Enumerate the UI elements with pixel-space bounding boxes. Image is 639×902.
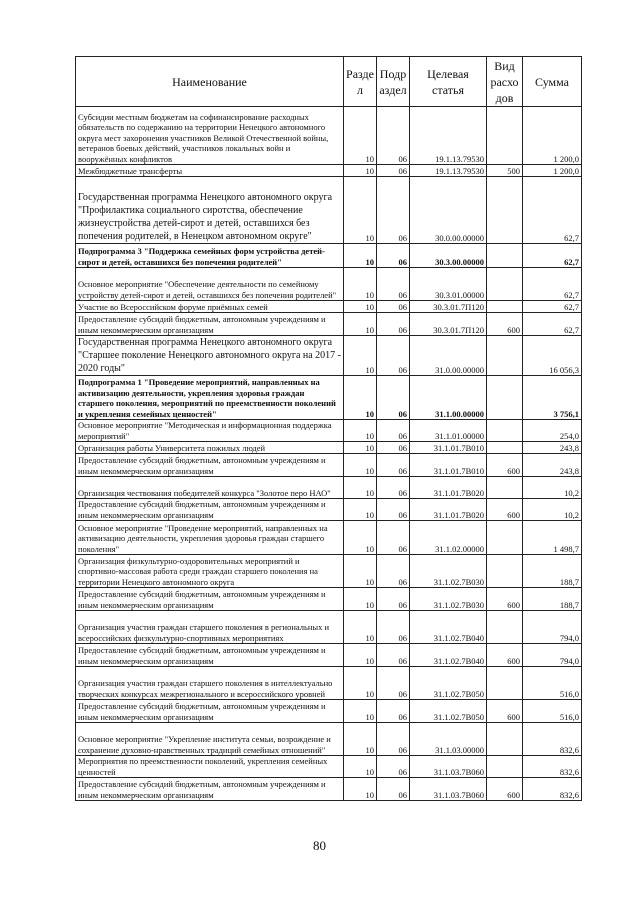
cell-razdel: 10 bbox=[344, 700, 377, 723]
cell-name: Государственная программа Ненецкого автономного округа "Профилактика социального сиротства, обеспечение жизнеустройства детей-сирот и детей, оставшихся без попечения родителей, в Ненецком автономном округе" bbox=[76, 177, 344, 244]
cell-podrazdel: 06 bbox=[377, 700, 410, 723]
table-row bbox=[76, 420, 582, 442]
table-row bbox=[76, 454, 582, 477]
table-row bbox=[76, 268, 582, 301]
cell-vid-rashodov bbox=[487, 376, 523, 420]
cell-vid-rashodov bbox=[487, 521, 523, 555]
cell-vid-rashodov: 600 bbox=[487, 700, 523, 723]
cell-celevaya-statya: 31.1.00.00000 bbox=[410, 376, 487, 420]
cell-celevaya-statya: 30.3.00.00000 bbox=[410, 244, 487, 268]
cell-summa: 832,6 bbox=[523, 723, 582, 756]
cell-razdel: 10 bbox=[344, 442, 377, 454]
cell-razdel: 10 bbox=[344, 244, 377, 268]
cell-podrazdel: 06 bbox=[377, 165, 410, 177]
cell-podrazdel: 06 bbox=[377, 420, 410, 442]
table-row bbox=[76, 778, 582, 801]
budget-table bbox=[75, 56, 582, 801]
cell-podrazdel: 06 bbox=[377, 644, 410, 667]
cell-summa: 832,6 bbox=[523, 756, 582, 778]
cell-name: Организация участия граждан старшего поколения в региональных и всероссийских физкультурно-спортивных мероприятиях bbox=[76, 611, 344, 644]
cell-summa: 188,7 bbox=[523, 588, 582, 611]
cell-summa: 254,0 bbox=[523, 420, 582, 442]
cell-vid-rashodov bbox=[487, 244, 523, 268]
cell-vid-rashodov bbox=[487, 667, 523, 700]
table-row bbox=[76, 555, 582, 588]
header-vid-rashodov: Вид расхо дов bbox=[487, 57, 523, 107]
cell-celevaya-statya: 31.1.01.00000 bbox=[410, 420, 487, 442]
header-name: Наименование bbox=[76, 57, 344, 107]
cell-celevaya-statya: 19.1.13.79530 bbox=[410, 107, 487, 165]
cell-celevaya-statya: 31.1.02.7В050 bbox=[410, 700, 487, 723]
cell-name: Основное мероприятие "Методическая и информационная поддержка мероприятий" bbox=[76, 420, 344, 442]
table-row bbox=[76, 644, 582, 667]
cell-summa: 62,7 bbox=[523, 244, 582, 268]
cell-podrazdel: 06 bbox=[377, 477, 410, 499]
cell-razdel: 10 bbox=[344, 644, 377, 667]
cell-name: Подпрограмма 3 "Поддержка семейных форм устройства детей-сирот и детей, оставшихся без попечения родителей" bbox=[76, 244, 344, 268]
cell-name: Предоставление субсидий бюджетным, автономным учреждениям и иным некоммерческим организациям bbox=[76, 644, 344, 667]
cell-name: Государственная программа Ненецкого автономного округа "Старшее поколение Ненецкого автономного округа на 2017 - 2020 годы" bbox=[76, 336, 344, 376]
table-row bbox=[76, 336, 582, 376]
header-podrazdel: Подр аздел bbox=[377, 57, 410, 107]
cell-summa: 3 756,1 bbox=[523, 376, 582, 420]
cell-celevaya-statya: 30.3.01.7П120 bbox=[410, 301, 487, 313]
cell-vid-rashodov bbox=[487, 723, 523, 756]
cell-podrazdel: 06 bbox=[377, 177, 410, 244]
table-row bbox=[76, 313, 582, 336]
cell-summa: 10,2 bbox=[523, 477, 582, 499]
cell-razdel: 10 bbox=[344, 521, 377, 555]
cell-name: Предоставление субсидий бюджетным, автономным учреждениям и иным некоммерческим организациям bbox=[76, 313, 344, 336]
table-row bbox=[76, 756, 582, 778]
cell-summa: 794,0 bbox=[523, 611, 582, 644]
cell-razdel: 10 bbox=[344, 477, 377, 499]
header-summa: Сумма bbox=[523, 57, 582, 107]
page-number: 80 bbox=[313, 838, 326, 853]
cell-podrazdel: 06 bbox=[377, 107, 410, 165]
table-row bbox=[76, 301, 582, 313]
cell-summa: 1 498,7 bbox=[523, 521, 582, 555]
table-row bbox=[76, 723, 582, 756]
cell-razdel: 10 bbox=[344, 555, 377, 588]
cell-podrazdel: 06 bbox=[377, 301, 410, 313]
cell-name: Организация работы Университета пожилых людей bbox=[76, 442, 344, 454]
cell-vid-rashodov bbox=[487, 555, 523, 588]
cell-celevaya-statya: 31.1.01.7В020 bbox=[410, 499, 487, 521]
cell-summa: 188,7 bbox=[523, 555, 582, 588]
cell-celevaya-statya: 31.1.01.7В010 bbox=[410, 454, 487, 477]
cell-name: Основное мероприятие "Обеспечение деятельности по семейному устройству детей-сирот и детей, оставшихся без попечения родителей" bbox=[76, 268, 344, 301]
cell-celevaya-statya: 31.1.03.7В060 bbox=[410, 756, 487, 778]
cell-razdel: 10 bbox=[344, 420, 377, 442]
cell-celevaya-statya: 31.0.00.00000 bbox=[410, 336, 487, 376]
cell-razdel: 10 bbox=[344, 165, 377, 177]
cell-summa: 1 200,0 bbox=[523, 107, 582, 165]
cell-podrazdel: 06 bbox=[377, 521, 410, 555]
cell-vid-rashodov: 600 bbox=[487, 313, 523, 336]
table-row bbox=[76, 107, 582, 165]
cell-name: Предоставление субсидий бюджетным, автономным учреждениям и иным некоммерческим организациям bbox=[76, 499, 344, 521]
cell-vid-rashodov bbox=[487, 611, 523, 644]
cell-name: Предоставление субсидий бюджетным, автономным учреждениям и иным некоммерческим организациям bbox=[76, 454, 344, 477]
table-row bbox=[76, 165, 582, 177]
cell-summa: 832,6 bbox=[523, 778, 582, 801]
cell-summa: 62,7 bbox=[523, 268, 582, 301]
cell-name: Участие во Всероссийском форуме приёмных семей bbox=[76, 301, 344, 313]
cell-podrazdel: 06 bbox=[377, 778, 410, 801]
cell-name: Основное мероприятие "Укрепление института семьи, возрождение и сохранение духовно-нравственных традиций семейных отношений" bbox=[76, 723, 344, 756]
cell-name: Межбюджетные трансферты bbox=[76, 165, 344, 177]
cell-name: Предоставление субсидий бюджетным, автономным учреждениям и иным некоммерческим организациям bbox=[76, 778, 344, 801]
cell-razdel: 10 bbox=[344, 336, 377, 376]
cell-razdel: 10 bbox=[344, 301, 377, 313]
cell-summa: 243,8 bbox=[523, 454, 582, 477]
cell-celevaya-statya: 31.1.02.7В050 bbox=[410, 667, 487, 700]
cell-razdel: 10 bbox=[344, 667, 377, 700]
cell-name: Мероприятия по преемственности поколений, укрепления семейных ценностей bbox=[76, 756, 344, 778]
table-row bbox=[76, 700, 582, 723]
cell-vid-rashodov bbox=[487, 301, 523, 313]
table-body bbox=[76, 107, 582, 801]
cell-podrazdel: 06 bbox=[377, 588, 410, 611]
table-header-row bbox=[76, 57, 582, 107]
cell-summa: 62,7 bbox=[523, 301, 582, 313]
cell-summa: 794,0 bbox=[523, 644, 582, 667]
cell-vid-rashodov: 600 bbox=[487, 499, 523, 521]
header-razdel: Разде л bbox=[344, 57, 377, 107]
cell-summa: 62,7 bbox=[523, 177, 582, 244]
cell-razdel: 10 bbox=[344, 723, 377, 756]
cell-name: Организация участия граждан старшего поколения в интеллектуально творческих конкурсах межрегионального и всероссийского уровней bbox=[76, 667, 344, 700]
cell-summa: 243,8 bbox=[523, 442, 582, 454]
cell-razdel: 10 bbox=[344, 313, 377, 336]
cell-razdel: 10 bbox=[344, 107, 377, 165]
cell-vid-rashodov bbox=[487, 336, 523, 376]
cell-name: Предоставление субсидий бюджетным, автономным учреждениям и иным некоммерческим организациям bbox=[76, 588, 344, 611]
cell-celevaya-statya: 31.1.02.7В030 bbox=[410, 588, 487, 611]
cell-celevaya-statya: 31.1.02.7В040 bbox=[410, 644, 487, 667]
cell-razdel: 10 bbox=[344, 611, 377, 644]
table-row bbox=[76, 521, 582, 555]
cell-razdel: 10 bbox=[344, 454, 377, 477]
cell-summa: 1 200,0 bbox=[523, 165, 582, 177]
cell-razdel: 10 bbox=[344, 588, 377, 611]
cell-podrazdel: 06 bbox=[377, 376, 410, 420]
cell-name: Основное мероприятие "Проведение мероприятий, направленных на активизацию деятельности, укрепления здоровья граждан старшего поколения" bbox=[76, 521, 344, 555]
table-row bbox=[76, 499, 582, 521]
cell-name: Предоставление субсидий бюджетным, автономным учреждениям и иным некоммерческим организациям bbox=[76, 700, 344, 723]
table-row bbox=[76, 244, 582, 268]
cell-podrazdel: 06 bbox=[377, 555, 410, 588]
cell-vid-rashodov: 600 bbox=[487, 778, 523, 801]
cell-celevaya-statya: 31.1.03.7В060 bbox=[410, 778, 487, 801]
cell-vid-rashodov: 600 bbox=[487, 454, 523, 477]
cell-podrazdel: 06 bbox=[377, 244, 410, 268]
cell-razdel: 10 bbox=[344, 756, 377, 778]
cell-podrazdel: 06 bbox=[377, 499, 410, 521]
table-row bbox=[76, 442, 582, 454]
cell-summa: 16 056,3 bbox=[523, 336, 582, 376]
cell-vid-rashodov bbox=[487, 107, 523, 165]
cell-celevaya-statya: 31.1.01.7В020 bbox=[410, 477, 487, 499]
cell-vid-rashodov: 600 bbox=[487, 644, 523, 667]
table-row bbox=[76, 667, 582, 700]
cell-vid-rashodov bbox=[487, 420, 523, 442]
cell-razdel: 10 bbox=[344, 376, 377, 420]
cell-vid-rashodov: 500 bbox=[487, 165, 523, 177]
cell-podrazdel: 06 bbox=[377, 454, 410, 477]
cell-podrazdel: 06 bbox=[377, 268, 410, 301]
cell-name: Организация физкультурно-оздоровительных мероприятий и спортивно-массовая работа среди граждан старшего поколения на территории Ненецкого автономного округа bbox=[76, 555, 344, 588]
cell-celevaya-statya: 30.0.00.00000 bbox=[410, 177, 487, 244]
cell-celevaya-statya: 31.1.02.00000 bbox=[410, 521, 487, 555]
cell-vid-rashodov bbox=[487, 756, 523, 778]
cell-celevaya-statya: 30.3.01.7П120 bbox=[410, 313, 487, 336]
cell-vid-rashodov bbox=[487, 442, 523, 454]
cell-podrazdel: 06 bbox=[377, 611, 410, 644]
cell-razdel: 10 bbox=[344, 177, 377, 244]
cell-vid-rashodov bbox=[487, 177, 523, 244]
table-row bbox=[76, 376, 582, 420]
cell-podrazdel: 06 bbox=[377, 756, 410, 778]
cell-name: Субсидии местным бюджетам на софинансирование расходных обязательств по содержанию на территории Ненецкого автономного округа мест захоронения участников Великой Отечественной войны, ветеранов боевых действий, участников локальных войн и вооружённых конфликтов bbox=[76, 107, 344, 165]
cell-podrazdel: 06 bbox=[377, 442, 410, 454]
table-row bbox=[76, 611, 582, 644]
cell-celevaya-statya: 19.1.13.79530 bbox=[410, 165, 487, 177]
cell-name: Подпрограмма 1 "Проведение мероприятий, направленных на активизацию деятельности, укрепления здоровья граждан старшего поколения, мероприятий по преемственности поколений и укрепления семейных ценностей" bbox=[76, 376, 344, 420]
cell-summa: 62,7 bbox=[523, 313, 582, 336]
table-row bbox=[76, 588, 582, 611]
table-row bbox=[76, 477, 582, 499]
cell-vid-rashodov: 600 bbox=[487, 588, 523, 611]
cell-summa: 10,2 bbox=[523, 499, 582, 521]
cell-podrazdel: 06 bbox=[377, 667, 410, 700]
cell-razdel: 10 bbox=[344, 268, 377, 301]
cell-vid-rashodov bbox=[487, 268, 523, 301]
cell-celevaya-statya: 31.1.02.7В030 bbox=[410, 555, 487, 588]
cell-celevaya-statya: 30.3.01.00000 bbox=[410, 268, 487, 301]
cell-celevaya-statya: 31.1.03.00000 bbox=[410, 723, 487, 756]
cell-celevaya-statya: 31.1.01.7В010 bbox=[410, 442, 487, 454]
table-row bbox=[76, 177, 582, 244]
cell-razdel: 10 bbox=[344, 778, 377, 801]
cell-celevaya-statya: 31.1.02.7В040 bbox=[410, 611, 487, 644]
cell-podrazdel: 06 bbox=[377, 336, 410, 376]
cell-podrazdel: 06 bbox=[377, 723, 410, 756]
cell-podrazdel: 06 bbox=[377, 313, 410, 336]
header-celevaya-statya: Целевая статья bbox=[410, 57, 487, 107]
cell-vid-rashodov bbox=[487, 477, 523, 499]
cell-name: Организация чествования победителей конкурса "Золотое перо НАО" bbox=[76, 477, 344, 499]
cell-summa: 516,0 bbox=[523, 700, 582, 723]
cell-razdel: 10 bbox=[344, 499, 377, 521]
cell-summa: 516,0 bbox=[523, 667, 582, 700]
